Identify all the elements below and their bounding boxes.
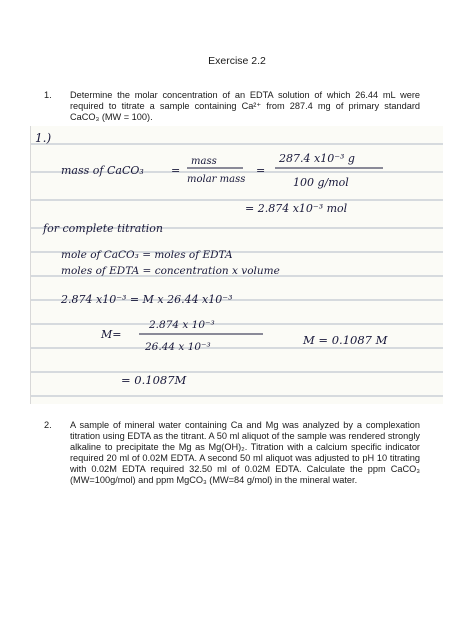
hw-mass-caco3: mass of CaCO₃ (61, 164, 144, 177)
hw-mole-equality: mole of CaCO₃ = moles of EDTA (61, 249, 233, 261)
hw-frac1-num: mass (191, 156, 217, 167)
question-2 (44, 420, 420, 486)
hw-frac2-den: 100 g/mol (293, 176, 349, 189)
hw-final-answer: = 0.1087M (121, 373, 187, 387)
question-1-number: 1. (44, 90, 52, 100)
handwritten-solution-photo (30, 126, 443, 404)
hw-frac2-num: 287.4 x10⁻³ g (279, 152, 355, 165)
question-1-text: Determine the molar concentration of an EDTA solution of which 26.44 mL were required to titrate a sample containing Ca²⁺ from 287.4 mg of primary standard CaCO₃ (MW = 100). (70, 90, 420, 122)
question-2-number: 2. (44, 420, 52, 430)
hw-equals-1: = (171, 164, 181, 177)
handwritten-solution (31, 126, 443, 404)
hw-frac3-den: 26.44 x 10⁻³ (145, 341, 211, 353)
hw-equals-2: = (256, 164, 266, 177)
hw-moles-result: = 2.874 x10⁻³ mol (245, 202, 348, 215)
hw-frac3-num: 2.874 x 10⁻³ (149, 319, 215, 331)
hw-frac1-den: molar mass (187, 174, 246, 185)
hw-complete-titration: for complete titration (43, 222, 163, 235)
question-1 (44, 90, 420, 123)
hw-label: 1.) (35, 131, 52, 145)
question-2-text: A sample of mineral water containing Ca and Mg was analyzed by a complexation titration using EDTA as the titrant. A 50 ml aliquot of the sample was rendered strongly alkaline to precipitate the Mg as Mg(OH)₂. Titration with a calcium specific indicator required 20 ml of 0.02M EDTA. A second 50 ml aliquot was adjusted to pH 10 titrating with 0.02M EDTA required 32.50 ml of 0.02M EDTA. Calculate the ppm CaCO₃ (MW=100g/mol) and ppm MgCO₃ (MW=84 g/mol) in the mineral water. (70, 420, 420, 485)
hw-m-equals: M= (101, 328, 122, 341)
hw-substitution: 2.874 x10⁻³ = M x 26.44 x10⁻³ (61, 293, 233, 306)
hw-moles-formula: moles of EDTA = concentration x volume (61, 265, 280, 277)
exercise-title: Exercise 2.2 (208, 55, 266, 67)
hw-molarity-result: M = 0.1087 M (303, 333, 388, 347)
